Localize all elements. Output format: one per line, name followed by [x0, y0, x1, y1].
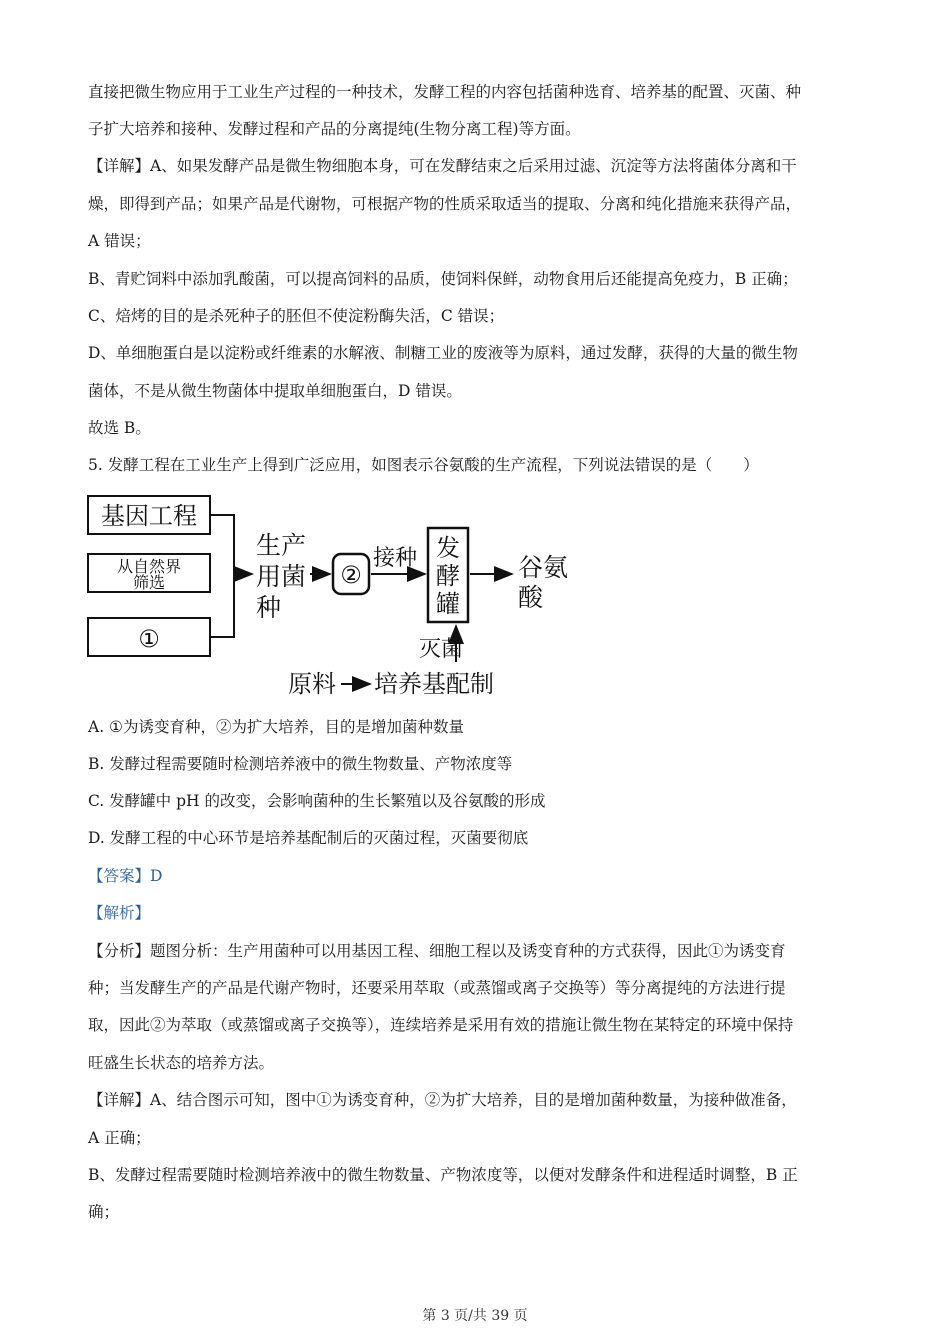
tank-label-3: 罐 — [436, 590, 460, 618]
natural-screening-label-2: 筛选 — [132, 573, 166, 592]
glutamate-process-diagram — [84, 490, 604, 705]
text-line: 【详解】A、如果发酵产品是微生物细胞本身，可在发酵结束之后采用过滤、沉淀等方法将菌体分离和干 — [88, 157, 797, 175]
text-line: 取，因此②为萃取（或蒸馏或离子交换等），连续培养是采用有效的措施让微生物在某特定的环境中保持 — [88, 1016, 794, 1034]
raw-material-label: 原料 — [288, 670, 336, 698]
strain-label-1: 生产 — [256, 531, 307, 560]
inoculate-label: 接种 — [373, 546, 418, 571]
option-c: C. 发酵罐中 pH 的改变，会影响菌种的生长繁殖以及谷氨酸的形成 — [88, 792, 546, 810]
text-line: C、焙烤的目的是杀死种子的胚但不使淀粉酶失活，C 错误； — [88, 307, 505, 325]
text-line: 子扩大培养和接种、发酵过程和产品的分离提纯(生物分离工程)等方面。 — [88, 120, 581, 138]
text-line: B、发酵过程需要随时检测培养液中的微生物数量、产物浓度等，以便对发酵条件和进程适时调整，B 正 — [88, 1166, 798, 1184]
text-line: 旺盛生长状态的培养方法。 — [88, 1054, 275, 1072]
option-d: D. 发酵工程的中心环节是培养基配制后的灭菌过程，灭菌要彻底 — [88, 829, 529, 847]
medium-prep-label: 培养基配制 — [374, 670, 494, 698]
gene-engineering-label: 基因工程 — [101, 502, 197, 530]
strain-label-3: 种 — [256, 593, 282, 622]
text-line: 直接把微生物应用于工业生产过程的一种技术，发酵工程的内容包括菌种选育、培养基的配置、灭菌、种 — [88, 83, 802, 101]
text-line: 确； — [88, 1203, 120, 1221]
option-b: B. 发酵过程需要随时检测培养液中的微生物数量、产物浓度等 — [88, 755, 513, 773]
text-line: 【分析】题图分析：生产用菌种可以用基因工程、细胞工程以及诱变育种的方式获得，因此①为诱变育 — [88, 942, 786, 960]
text-line: D、单细胞蛋白是以淀粉或纤维素的水解液、制糖工业的废液等为原料，通过发酵，获得的大量的微生物 — [88, 344, 798, 362]
text-line: A 错误； — [88, 232, 151, 250]
answer-line: 【答案】D — [88, 867, 163, 885]
question-stem: 5. 发酵工程在工业生产上得到广泛应用，如图表示谷氨酸的生产流程，下列说法错误的是（ ） — [88, 456, 759, 474]
text-line: A 正确； — [88, 1129, 151, 1147]
option-a: A. ①为诱变育种，②为扩大培养，目的是增加菌种数量 — [88, 718, 464, 736]
tank-label-2: 酵 — [436, 562, 460, 590]
circle-2-label: ② — [340, 561, 362, 589]
natural-screening-label-1: 从自然界 — [116, 557, 182, 576]
sterilize-label: 灭菌 — [419, 637, 464, 662]
text-line: 燥，即得到产品；如果产品是代谢物，可根据产物的性质采取适当的提取、分离和纯化措施来获得产品， — [88, 195, 802, 213]
strain-label-2: 用菌 — [256, 562, 307, 591]
text-line: B、青贮饲料中添加乳酸菌，可以提高饲料的品质，使饲料保鲜，动物食用后还能提高免疫力，B 正确； — [88, 270, 798, 288]
text-line: 菌体，不是从微生物菌体中提取单细胞蛋白，D 错误。 — [88, 382, 462, 400]
page-number: 第 3 页/共 39 页 — [422, 1308, 528, 1324]
product-label-2: 酸 — [518, 583, 544, 612]
blank-box-1-label: ① — [138, 625, 160, 653]
text-line: 故选 B。 — [88, 419, 151, 437]
product-label-1: 谷氨 — [518, 553, 569, 582]
text-line: 种；当发酵生产的产品是代谢产物时，还要采用萃取（或蒸馏或离子交换等）等分离提纯的方法进行提 — [88, 979, 786, 997]
text-line: 【详解】A、结合图示可知，图中①为诱变育种，②为扩大培养，目的是增加菌种数量，为接种做准备， — [88, 1091, 797, 1109]
tank-label-1: 发 — [436, 534, 460, 562]
analysis-heading: 【解析】 — [88, 904, 151, 922]
